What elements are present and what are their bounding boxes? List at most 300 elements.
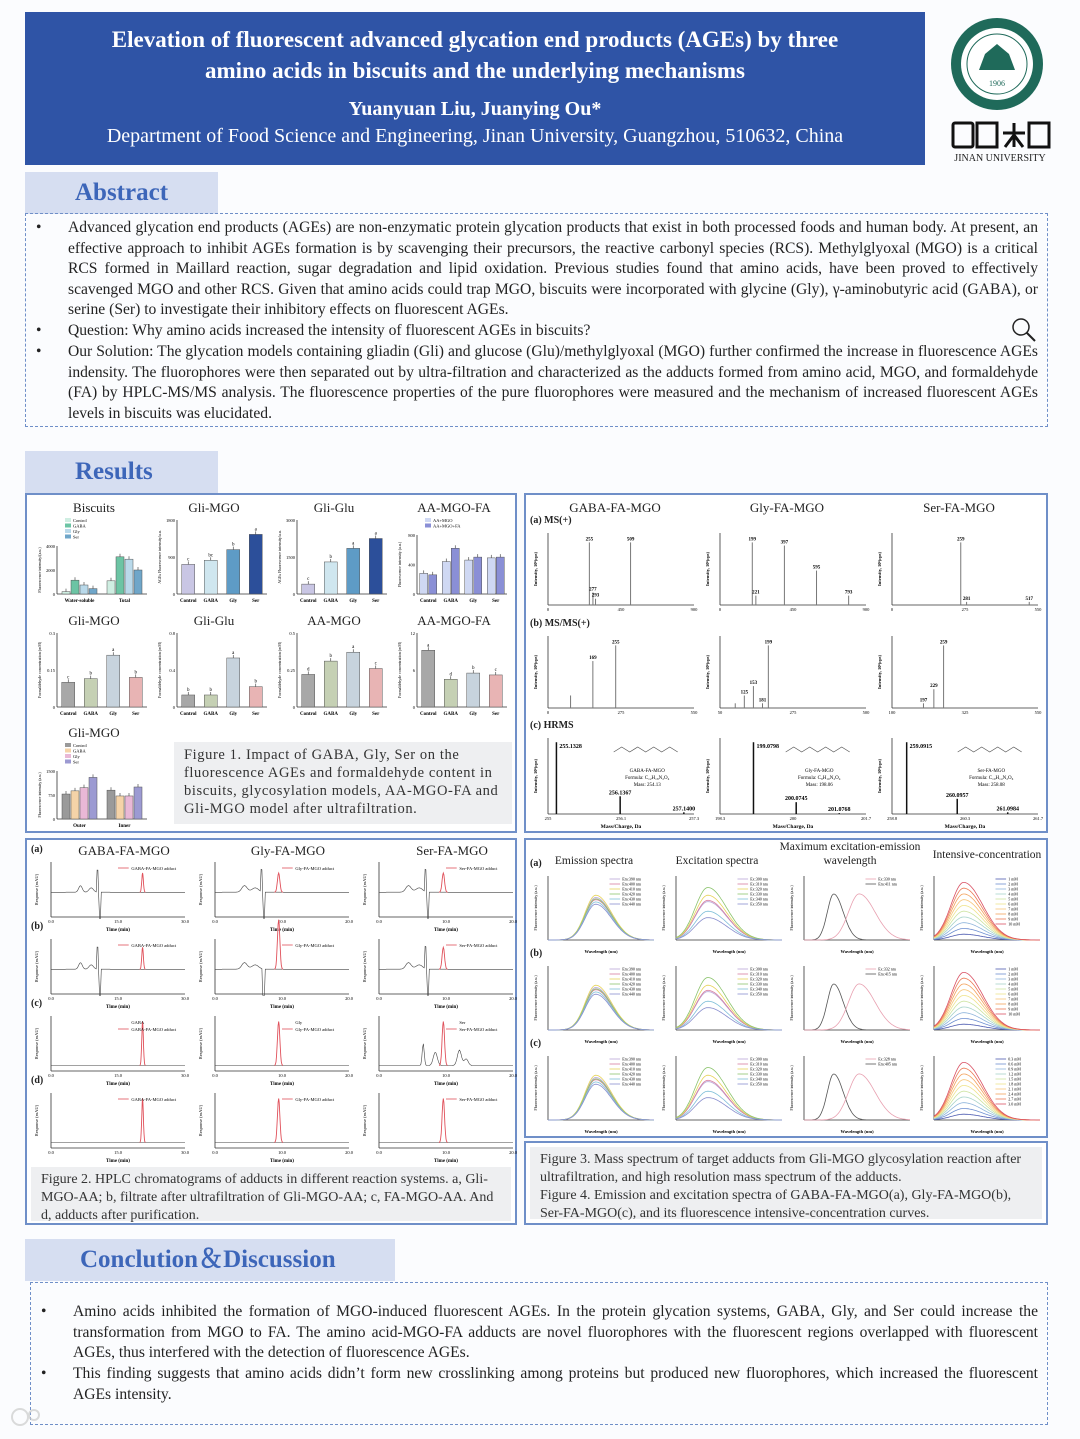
emission-curve [548, 1081, 654, 1120]
bar [71, 791, 79, 819]
bar [129, 677, 142, 707]
legend-label: 7 mM [1008, 906, 1018, 912]
legend-label: Em:400 nm [622, 1061, 641, 1067]
legend-label: Ex:350 nm [750, 901, 768, 907]
hplc-chromatogram [361, 858, 519, 933]
y-tick-label: 0 [52, 705, 55, 710]
significance-letter: b [232, 542, 235, 548]
x-tick-label: 100 [888, 710, 896, 715]
peak-label: 277 [589, 587, 597, 593]
x-tick-label: Ser [252, 599, 260, 604]
y-tick-label: 0.8 [169, 631, 175, 636]
y-tick-label: 400 [408, 562, 415, 568]
peak-label: 259 [939, 640, 948, 646]
x-tick-label: 900 [690, 607, 698, 612]
logo-english-name: JINAN UNIVERSITY [954, 153, 1046, 164]
peak-label: 259.0915 [909, 744, 933, 751]
y-axis-label: Response (mAU) [198, 1027, 203, 1060]
x-tick-label: Ser [492, 712, 500, 717]
significance-letter: a [352, 645, 355, 651]
ms-spectrum [704, 525, 872, 613]
figure-3-panel [524, 493, 1048, 833]
peak-label: 197 [919, 698, 928, 704]
legend-label: Em:410 nm [622, 1066, 641, 1072]
x-tick-label: GABA [323, 712, 338, 717]
legend-label: Em:440 nm [622, 1081, 641, 1087]
poster-title [25, 24, 925, 86]
spectra-row-label: (c) [530, 1038, 542, 1049]
chart-title-f1-biscuits: Biscuits [73, 500, 115, 515]
ms-row-label: (a) MS(+) [530, 515, 572, 526]
significance-letter: c [374, 661, 377, 667]
y-tick-label: 0.5 [289, 631, 295, 636]
legend-label: Ex:340 nm [750, 986, 768, 992]
bar [116, 796, 124, 819]
x-tick-label: 275 [961, 607, 969, 612]
y-tick-label: 0.15 [47, 668, 55, 673]
x-tick-label: 261.7 [1032, 816, 1044, 821]
legend-label: 2 mM [1008, 971, 1018, 977]
x-tick-label: Control [419, 599, 437, 604]
magnifier-icon [1010, 316, 1038, 344]
x-tick-label: GABA [443, 712, 458, 717]
bar-chart-f1-glimgo [155, 516, 273, 608]
y-axis-label: Intensity, 10⁶(cps) [877, 551, 882, 587]
adduct-peak [439, 873, 448, 892]
x-axis-label: Time (min) [106, 928, 130, 933]
y-axis-label: Fluorescence intensity (a.u.) [789, 975, 794, 1021]
x-tick-label: 0.0 [212, 1073, 218, 1078]
spectra-column-title: Emission spectra [554, 855, 634, 867]
x-axis-label: Wavelength (nm) [584, 1039, 618, 1044]
abstract-text-3: Our Solution: The glycation models containing gliadin (Gli) and glucose (Glu)/methylglyoxal (MGO) further confirmed the increase in fluorescence AGEs indensity. The fluorophores were then separated out by ultra-filtration and characterized as the adducts formed from amino acid, MGO, and formaldehyde (FA) by HPLC-MS/MS analysis. The fluorescence properties of the pure fluorophores were measured and the mechanism of increased fluorescent AGEs levels in biscuits was elucidated. [68, 343, 1038, 422]
legend-label: 1.8 mM [1008, 1081, 1021, 1087]
x-tick-label: 10.0 [442, 996, 450, 1001]
adduct-peak [274, 873, 283, 892]
significance-letter: c [494, 667, 497, 673]
significance-letter: d [307, 667, 310, 673]
x-axis-label: Wavelength (nm) [970, 1129, 1004, 1134]
x-axis-label: Time (min) [270, 928, 294, 933]
x-tick-label: 20.0 [509, 1073, 517, 1078]
x-tick-label: Outer [73, 824, 86, 829]
legend-label: 10 mM [1008, 1011, 1020, 1017]
x-tick-label: 0.0 [48, 1073, 54, 1078]
bar [324, 661, 337, 707]
logo-year: 1906 [989, 79, 1005, 88]
bar [347, 652, 360, 707]
legend-label: Ex:330 nm [750, 891, 768, 897]
x-tick-label: 275 [617, 710, 625, 715]
legend-label: 2.1 mM [1008, 1086, 1021, 1092]
significance-letter: b [134, 670, 137, 676]
peak-label: 259 [957, 537, 965, 543]
x-tick-label: Control [419, 712, 437, 717]
bar [80, 788, 88, 819]
significance-letter: c [67, 675, 70, 681]
y-axis-label: Formaldehyde concentration (mM) [157, 641, 162, 699]
x-axis-label: Time (min) [106, 1159, 130, 1164]
significance-letter: c [307, 577, 310, 583]
x-axis-label: Time (min) [270, 1082, 294, 1087]
y-tick-label: 2000 [46, 568, 55, 573]
results-heading: Results [25, 451, 218, 493]
x-tick-label: 550 [690, 710, 698, 715]
peak-label: 201.0768 [827, 807, 851, 814]
x-tick-label: 255 [544, 816, 552, 821]
bar [302, 674, 315, 707]
chromatogram-trace [379, 946, 513, 995]
x-axis-label: Wavelength (nm) [584, 1129, 618, 1134]
y-axis-label: Formaldehyde concentration (mM) [397, 641, 402, 699]
x-tick-label: Gly [229, 599, 238, 604]
msms-spectrum [704, 628, 872, 716]
ms-row-label: (b) MS/MS(+) [530, 618, 590, 629]
x-tick-label: 20.0 [509, 996, 517, 1001]
significance-letter: a [427, 643, 430, 649]
peak-label: 181 [758, 698, 767, 704]
concentration-curve [934, 1024, 1040, 1030]
significance-letter: b [329, 654, 332, 660]
y-axis-label: Response (mAU) [198, 1104, 203, 1137]
legend-label: 8 mM [1008, 1001, 1018, 1007]
adduct-peak [274, 1099, 283, 1143]
y-tick-label: 0 [52, 592, 55, 597]
x-tick-label: Ser [492, 599, 500, 604]
legend-label: Gly [73, 529, 80, 534]
legend-label: 3 mM [1008, 886, 1018, 892]
y-axis-label: Response (mAU) [34, 1027, 39, 1060]
x-tick-label: 550 [1034, 710, 1042, 715]
x-tick-label: 10.0 [442, 1150, 450, 1155]
peak-label: 229 [930, 684, 938, 690]
bar [107, 790, 115, 819]
bar [62, 794, 70, 819]
legend-label: Em:430 nm [622, 986, 641, 992]
emission-max-curve [804, 894, 910, 940]
bar [107, 581, 115, 594]
peak-label: 221 [752, 590, 760, 596]
x-axis-label: Time (min) [106, 1005, 130, 1010]
y-axis-label: Intensity, 10⁶(cps) [533, 654, 538, 690]
x-tick-label: Total [119, 599, 130, 604]
legend-label: 2 mM [1008, 881, 1018, 887]
x-tick-label: Gly [349, 712, 358, 717]
legend-label: GABA-FA-MGO adduct [131, 1097, 177, 1102]
y-axis-label: Fluorescence intensity/(a.u.) [37, 547, 42, 593]
y-tick-label: 0.25 [287, 668, 295, 673]
adduct-peak [439, 1099, 448, 1143]
hplc-chromatogram [33, 858, 191, 933]
compound-formula: Formula: C₈H₁₀N₂O₄ [798, 776, 841, 782]
legend-label: Ser [73, 759, 79, 765]
poster-header [25, 12, 925, 165]
x-tick-label: 20.0 [345, 919, 353, 924]
x-tick-label: 900 [862, 607, 870, 612]
bar [182, 564, 195, 594]
y-axis-label: Response (mAU) [362, 950, 367, 983]
x-tick-label: 0 [546, 710, 550, 715]
spectra-column-title: Maximum excitation-emission wavelength [779, 841, 921, 867]
legend-label: Ex:330 nm [878, 876, 896, 882]
figure-2-caption: Figure 2. HPLC chromatograms of adducts in different reaction systems. a, Gli-MGO-AA; b, filtrate after ultrafiltration of Gli-MGO-AA; c, FA-MGO-AA. And d, adducts after purification. [31, 1167, 511, 1221]
y-axis-label: Intensity, 10⁶(cps) [877, 758, 882, 794]
legend-label: Ex:340 nm [750, 896, 768, 902]
compound-formula: Formula: C₁₀H₁₄N₂O₆ [969, 776, 1014, 782]
x-tick-label: 10.0 [278, 1073, 286, 1078]
ms-column-title: GABA-FA-MGO [569, 500, 661, 515]
bar [249, 687, 262, 707]
excitation-curve [676, 992, 782, 1030]
legend-label: 0.6 mM [1008, 1061, 1021, 1067]
x-tick-label: 0.0 [376, 996, 382, 1001]
legend-swatch [65, 760, 71, 764]
title-line-2: amino acids in biscuits and the underlying mechanisms [205, 58, 745, 83]
x-tick-label: 0.0 [48, 996, 54, 1001]
fluorescence-spectrum [532, 962, 658, 1046]
x-tick-label: Control [59, 712, 77, 717]
hplc-chromatogram [197, 935, 355, 1010]
legend-label: Ex:328 nm [878, 1056, 896, 1062]
bar [249, 534, 262, 594]
bar [116, 557, 124, 594]
legend-label: Ex:340 nm [750, 1076, 768, 1082]
legend-label: Em:411 nm [878, 881, 897, 887]
msms-spectrum [532, 628, 700, 716]
bar [429, 575, 437, 594]
y-axis-label: Fluorescence intensity (a.u.) [533, 1065, 538, 1111]
x-tick-label: 0.0 [376, 1073, 382, 1078]
legend-label: 2.4 mM [1008, 1091, 1021, 1097]
x-axis-label: Wavelength (nm) [840, 1039, 874, 1044]
figure-1-panel [25, 493, 517, 833]
adduct-peak [140, 947, 146, 969]
y-axis-label: Response (mAU) [362, 1104, 367, 1137]
hplc-row-label: (c) [31, 998, 43, 1009]
hrms-spectrum [876, 730, 1044, 830]
x-tick-label: Ser [372, 712, 380, 717]
legend-label: Control [73, 518, 87, 523]
ms-column-title: Gly-FA-MGO [749, 500, 825, 515]
fluorescence-spectrum [532, 872, 658, 956]
x-tick-label: Control [299, 712, 317, 717]
x-axis-label: Wavelength (nm) [712, 1129, 746, 1134]
legend-label: Ex:310 nm [750, 1061, 768, 1067]
excitation-curve [676, 918, 782, 940]
x-tick-label: 30.0 [181, 1073, 189, 1078]
compound-mass: Mass: 254.13 [633, 783, 661, 789]
chart-title-f2-gliglu: Gli-Glu [193, 613, 235, 628]
bar-chart-f2-gliglu [155, 629, 273, 721]
legend-swatch [65, 529, 71, 533]
x-tick-label: 15.0 [114, 1150, 122, 1155]
x-tick-label: 15.0 [114, 996, 122, 1001]
excitation-max-curve [804, 984, 910, 1030]
x-tick-label: 15.0 [114, 1073, 122, 1078]
adduct-peak [274, 1022, 283, 1066]
x-axis-label: Time (min) [270, 1159, 294, 1164]
conclusion-text-1: Amino acids inhibited the formation of MGO-induced fluorescent AGEs. In the protein glycation systems, GABA, Gly, and Ser could increase the transformation from MGO to FA. The amino acid-MGO-FA adducts are novel fluorophores with the fluorescent regions overlapped with fluorescent AGEs, thus interfered with the detection of fluorescence AGEs. [73, 1303, 1038, 1362]
y-axis-label: AGEs Fluorescence intensity/a.u. [277, 530, 282, 584]
abstract-text-2: Question: Why amino acids increased the intensity of fluorescent AGEs in biscuits? [68, 322, 591, 339]
bar [489, 675, 502, 707]
legend-label: Ex:350 nm [750, 991, 768, 997]
x-tick-label: 450 [617, 607, 625, 612]
compound-formula: Formula: C₁₂H₁₈N₂O₄ [625, 776, 670, 782]
x-tick-label: 450 [789, 607, 797, 612]
figure-3-4-caption: Figure 3. Mass spectrum of target adducts from Gli-MGO glycosylation reaction after ultrafiltration, and high resolution mass spectrum of the adducts. Figure 4. Emission and excitation spectra of GABA-FA-MGO(a), Gly-FA-MGO(b), Ser-FA-MGO(c), and its fluorescence intensive-concentration curves. [530, 1147, 1042, 1219]
legend-label: Em:390 nm [622, 966, 641, 972]
y-axis-label: AGEs Fluorescence intensity/a.u. [157, 530, 162, 584]
bar [204, 695, 217, 707]
y-tick-label: 1500 [286, 555, 295, 560]
x-tick-label: 325 [961, 710, 969, 715]
legend-label: Ex:310 nm [750, 971, 768, 977]
chart-title-f1-glimgo: Gli-MGO [188, 500, 240, 515]
bar [134, 570, 142, 594]
spectra-row-label: (a) [530, 858, 542, 869]
x-tick-label: 10.0 [442, 1073, 450, 1078]
university-seal-icon [945, 14, 1055, 114]
y-axis-label: Fluorescence intensity (a.u.) [919, 885, 924, 931]
y-tick-label: 750 [48, 793, 55, 798]
bar-chart-f2-aamgo [275, 629, 393, 721]
y-axis-label: Fluorescence intensity (a.u.) [397, 541, 402, 588]
x-axis-label: Time (min) [434, 1159, 458, 1164]
legend-label: Em:415 nm [878, 971, 897, 977]
fluorescence-spectrum [788, 962, 914, 1046]
x-axis-label: Wavelength (nm) [840, 1129, 874, 1134]
fluorescence-spectrum [660, 1052, 786, 1136]
chart-title-f3-glimgo: Gli-MGO [68, 725, 120, 740]
x-tick-label: 550 [1034, 607, 1042, 612]
conclusion-text-2: This finding suggests that amino acids didn’t form new crosslinking among proteins but produced new fluorophores, which increased the fluorescent AGEs intensity. [73, 1365, 1038, 1403]
y-axis-label: Response (mAU) [198, 950, 203, 983]
bar-chart-f2-aamgofa [395, 629, 513, 721]
legend-label: Em:390 nm [622, 876, 641, 882]
x-tick-label: Water-soluble [64, 599, 95, 604]
x-axis-label: Time (min) [434, 928, 458, 933]
bar-chart-f1-aamgofa [395, 516, 513, 608]
peak-label: 255 [611, 640, 620, 646]
peak-label: 125 [740, 690, 749, 696]
bar [227, 658, 240, 707]
abstract-heading: Abstract [25, 172, 218, 214]
emission-max-curve [804, 1074, 910, 1120]
adduct-peak [140, 873, 146, 892]
y-axis-label: Response (mAU) [34, 1104, 39, 1137]
legend-label: 1 mM [1008, 966, 1018, 972]
figure-3-4-caption-box [524, 1141, 1048, 1225]
bar [62, 592, 70, 594]
bar [134, 787, 142, 819]
bar [444, 679, 457, 707]
bar [227, 550, 240, 594]
excitation-curve [676, 1008, 782, 1030]
legend-label: Gly-FA-MGO adduct [295, 1027, 335, 1032]
x-tick-label: Gly [109, 712, 118, 717]
watermark [8, 1405, 48, 1434]
legend-label: 3 mM [1008, 976, 1018, 982]
y-axis-label: Response (mAU) [362, 1027, 367, 1060]
x-tick-label: Inner [118, 824, 131, 829]
affiliation: Department of Food Science and Engineering, Jinan University, Guangzhou, 510632, China [106, 125, 844, 147]
legend-label: Em:400 nm [622, 881, 641, 887]
hplc-chromatogram [33, 935, 191, 1010]
concentration-curve [934, 934, 1040, 940]
x-tick-label: 20.0 [345, 1073, 353, 1078]
legend-swatch [425, 518, 431, 522]
x-tick-label: 0.0 [212, 996, 218, 1001]
legend-label: 5 mM [1008, 896, 1018, 902]
fluorescence-spectrum [660, 872, 786, 956]
x-tick-label: 0.0 [376, 919, 382, 924]
bar [420, 573, 428, 594]
x-tick-label: 10.0 [278, 996, 286, 1001]
chromatogram-trace [51, 947, 185, 996]
y-axis-label: Response (mAU) [34, 873, 39, 906]
legend-label: Ex:320 nm [750, 1066, 768, 1072]
legend-label: Em:440 nm [622, 991, 641, 997]
significance-letter: a [254, 527, 257, 533]
peak-label: 397 [780, 540, 789, 546]
x-axis-label: Wavelength (nm) [712, 949, 746, 954]
peak-label: 793 [844, 590, 853, 596]
ms-spectrum [532, 525, 700, 613]
significance-letter: d [449, 672, 452, 678]
x-axis-label: Time (min) [106, 1082, 130, 1087]
abstract-bullet-3: • Our Solution: The glycation models containing gliadin (Gli) and glucose (Glu)/methylglyoxal (MGO) further confirmed the increase in fluorescence AGEs indensity. The fluorophores were then separated out by ultra-filtration and characterized as the adducts formed from amino acid, MGO, and formaldehyde (FA) by HPLC-MS/MS analysis. The fluorescence properties of the pure fluorophores were measured and the mechanism of increased fluorescent AGEs levels in biscuits was elucidated. [36, 343, 1038, 422]
legend-label: GABA-FA-MGO adduct [131, 943, 177, 948]
legend-label: Em:440 nm [622, 901, 641, 907]
legend-label: Gly-FA-MGO adduct [295, 866, 335, 871]
spectra-row-label: (b) [530, 948, 543, 959]
msms-spectrum [876, 628, 1044, 716]
x-tick-label: Control [179, 712, 197, 717]
x-tick-label: Gly [469, 599, 478, 604]
bar [204, 560, 217, 594]
bar [107, 655, 120, 707]
legend-label: Gly [295, 1020, 303, 1025]
legend-label: 0.9 mM [1008, 1066, 1021, 1072]
legend-label: Em:430 nm [622, 896, 641, 902]
peak-label: 153 [749, 681, 758, 687]
chart-title-f2-aamgo: AA-MGO [307, 613, 361, 628]
legend-label: 9 mM [1008, 1006, 1018, 1012]
bar [80, 585, 88, 594]
bar [89, 777, 97, 819]
structure-icon [786, 747, 850, 752]
y-tick-label: 3000 [286, 518, 295, 523]
x-tick-label: Gly [349, 599, 358, 604]
x-tick-label: 30.0 [181, 919, 189, 924]
peak-label: 293 [591, 593, 600, 599]
x-tick-label: GABA [323, 599, 338, 604]
fluorescence-spectrum [918, 872, 1044, 956]
peak-label: 517 [1025, 596, 1033, 602]
y-axis-label: Fluorescence intensity (a.u.) [789, 1065, 794, 1111]
y-tick-label: 6 [412, 668, 415, 673]
legend-label: GABA-FA-MGO adduct [131, 1027, 177, 1032]
compound-mass: Mass: 198.06 [805, 783, 833, 789]
compound-name: Gly-FA-MGO [805, 769, 834, 775]
legend-swatch [65, 535, 71, 539]
legend-label: 5 mM [1008, 986, 1018, 992]
y-tick-label: 0.4 [169, 668, 175, 673]
excitation-curve [676, 902, 782, 940]
y-tick-label: 12 [410, 631, 415, 636]
x-axis-label: Mass/Charge, Da [944, 824, 986, 830]
